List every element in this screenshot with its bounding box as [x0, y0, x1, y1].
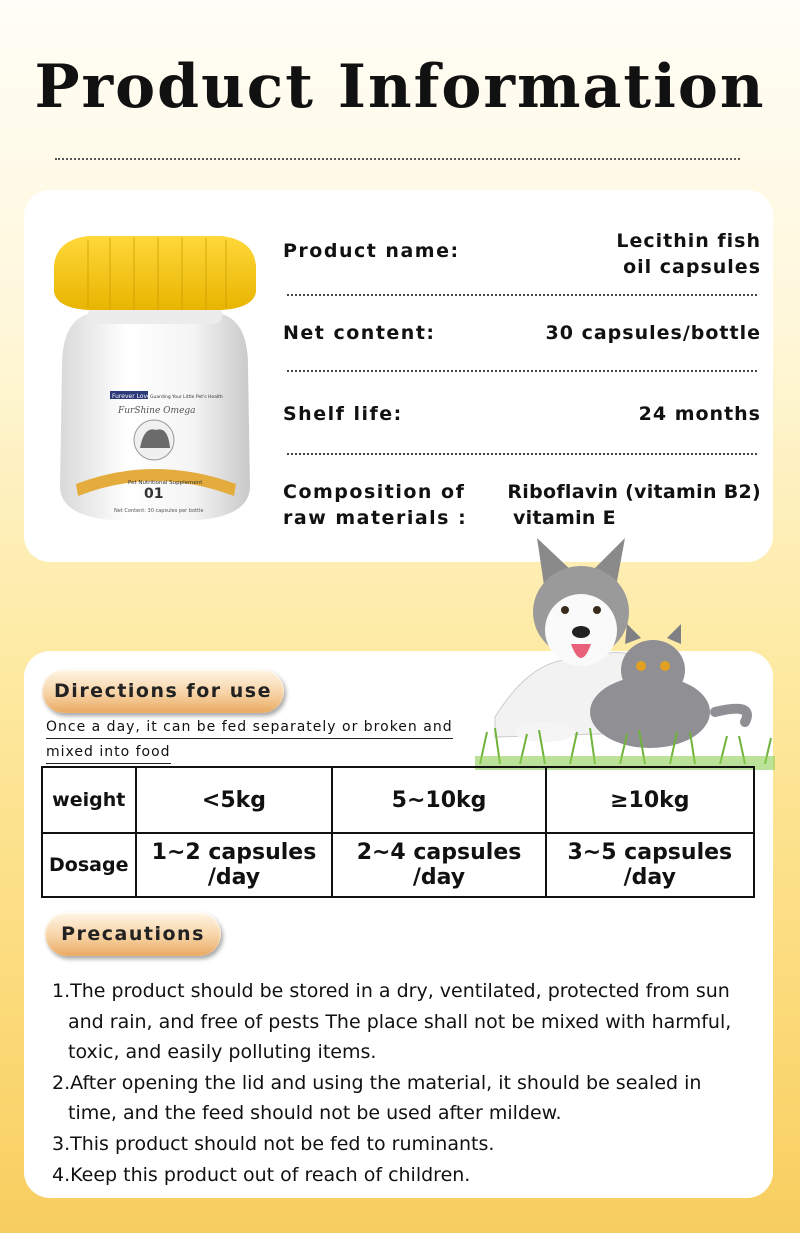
field-label: Shelf life:	[283, 403, 403, 425]
dosage-line2: /day	[623, 865, 676, 890]
field-shelf-life	[283, 401, 761, 429]
directions-note-line2: mixed into food	[46, 742, 171, 764]
table-cell	[546, 833, 754, 897]
dosage-line1: 1~2 capsules	[151, 840, 317, 865]
dosage-line1: 3~5 capsules	[567, 840, 733, 865]
table-cell: ≥10kg	[546, 767, 754, 833]
table-row	[42, 767, 754, 833]
field-divider	[287, 294, 757, 296]
table-row-header: Dosage	[42, 833, 136, 897]
field-value: 30 capsules/bottle	[545, 322, 761, 344]
precautions-list	[52, 976, 752, 1190]
page-title: Product Information	[34, 52, 766, 122]
field-label-line1: Composition of	[283, 481, 466, 503]
dosage-line1: 2~4 capsules	[356, 840, 522, 865]
bottle-tagline-text: Guarding Your Little Pet's Health	[150, 395, 223, 400]
bottle-number-text: 01	[144, 486, 164, 502]
product-bottle-image	[48, 226, 262, 526]
field-label-line2: raw materials :	[283, 507, 468, 529]
field-label: Product name:	[283, 240, 460, 262]
directions-note-line1: Once a day, it can be fed separately or broken and	[46, 717, 453, 739]
dosage-line2: /day	[207, 865, 261, 890]
list-item: 1.The product should be stored in a dry, ventilated, protected from sun and rain, and free of pests The place shall not be mixed with harmful, toxic, and easily polluting items.	[52, 980, 732, 1064]
directions-heading: Directions for use	[42, 669, 284, 713]
table-cell	[136, 833, 333, 897]
title-divider	[55, 158, 740, 160]
list-item: 3.This product should not be fed to ruminants.	[52, 1132, 495, 1155]
bottle-net-content-text: Net Content: 30 capsules per bottle	[114, 508, 204, 514]
field-value: 24 months	[638, 403, 761, 425]
precautions-heading: Precautions	[45, 912, 221, 956]
table-cell	[332, 833, 545, 897]
field-label: Net content:	[283, 322, 436, 344]
table-cell: 5~10kg	[332, 767, 545, 833]
table-row-header: weight	[42, 767, 136, 833]
field-divider	[287, 370, 757, 372]
list-item: 4.Keep this product out of reach of children.	[52, 1163, 471, 1186]
field-value-line1: Riboflavin (vitamin B2)	[507, 481, 761, 503]
dosage-line2: /day	[412, 865, 466, 890]
dog-and-cat-image	[475, 532, 775, 772]
field-net-content	[283, 320, 761, 348]
table-row	[42, 833, 754, 897]
field-product-name	[283, 228, 761, 280]
bottle-brand-text: Furever Love	[112, 393, 151, 400]
field-composition	[283, 479, 761, 533]
field-divider	[287, 453, 757, 455]
field-value-line2: oil capsules	[623, 256, 761, 278]
field-value-line1: Lecithin fish	[616, 230, 761, 252]
bottle-name-text: FurShine Omega	[118, 406, 196, 416]
dosage-table	[41, 766, 755, 898]
bottle-label-text: Pet Nutritional Supplement	[128, 480, 203, 486]
field-value-line2: vitamin E	[513, 507, 616, 529]
table-cell: <5kg	[136, 767, 333, 833]
list-item: 2.After opening the lid and using the material, it should be sealed in time, and the feed should not be used after mildew.	[52, 1071, 702, 1125]
